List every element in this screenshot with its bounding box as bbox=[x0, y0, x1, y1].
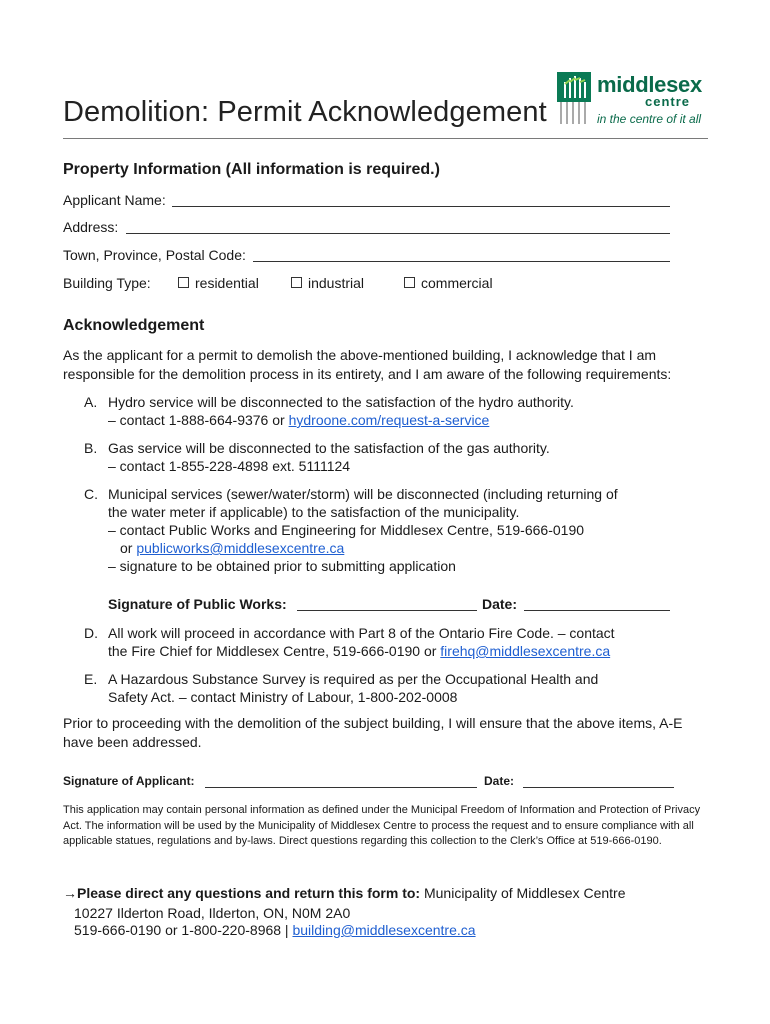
requirement-d-label: D. bbox=[84, 625, 98, 641]
logo-sub: centre bbox=[645, 94, 691, 109]
requirement-c-text-1: Municipal services (sewer/water/storm) will be disconnected (including returning of bbox=[108, 486, 618, 502]
option-industrial[interactable] bbox=[291, 275, 364, 291]
prior-statement-line-2: have been addressed. bbox=[63, 734, 202, 750]
option-commercial-label: commercial bbox=[421, 275, 493, 291]
ack-intro-line-2: responsible for the demolition process in its entirety, and I am aware of the following requirements: bbox=[63, 366, 672, 382]
requirement-b-contact: – contact 1-855-228-4898 ext. 5111124 bbox=[108, 458, 351, 474]
applicant-signature-label: Signature of Applicant: bbox=[63, 774, 195, 788]
logo-tagline: in the centre of it all bbox=[597, 112, 702, 126]
option-residential-label: residential bbox=[195, 275, 259, 291]
return-address: 10227 Ilderton Road, Ilderton, ON, N0M 2A0 bbox=[74, 905, 351, 921]
requirement-a-text: Hydro service will be disconnected to the satisfaction of the hydro authority. bbox=[108, 394, 574, 410]
property-heading: Property Information (All information is required.) bbox=[63, 161, 440, 178]
page-title: Demolition: Permit Acknowledgement bbox=[63, 96, 547, 128]
requirement-b-label: B. bbox=[84, 440, 98, 456]
address-label: Address: bbox=[63, 219, 119, 235]
requirement-c-label: C. bbox=[84, 486, 98, 502]
applicant-name-label: Applicant Name: bbox=[63, 192, 166, 208]
public-works-signature-field[interactable] bbox=[297, 610, 477, 611]
public-works-date-label: Date: bbox=[482, 596, 518, 612]
building-type-label: Building Type: bbox=[63, 275, 151, 291]
requirement-d-text: All work will proceed in accordance with Part 8 of the Ontario Fire Code. – contact bbox=[108, 625, 615, 641]
requirement-e-contact: Safety Act. – contact Ministry of Labour, 1-800-202-0008 bbox=[108, 689, 458, 705]
requirement-c-text-2: the water meter if applicable) to the satisfaction of the municipality. bbox=[108, 504, 520, 520]
option-commercial[interactable] bbox=[404, 275, 493, 291]
hydro-one-link[interactable]: hydroone.com/request-a-service bbox=[288, 412, 490, 428]
requirement-e-label: E. bbox=[84, 671, 98, 687]
requirement-c-or: or bbox=[120, 540, 137, 556]
return-instructions-lead: Please direct any questions and return this form to: bbox=[77, 885, 421, 901]
prior-statement bbox=[63, 714, 703, 752]
requirement-a-label: A. bbox=[84, 394, 98, 410]
requirement-b-text: Gas service will be disconnected to the satisfaction of the gas authority. bbox=[108, 440, 550, 456]
return-org: Municipality of Middlesex Centre bbox=[420, 885, 626, 901]
logo-name: middlesex bbox=[597, 72, 702, 97]
fire-hq-email-link[interactable]: firehq@middlesexcentre.ca bbox=[440, 643, 611, 659]
applicant-signature-field[interactable] bbox=[205, 787, 477, 788]
return-phones: 519-666-0190 or 1-800-220-8968 | bbox=[74, 922, 293, 938]
checkbox-industrial[interactable] bbox=[291, 277, 302, 288]
town-field[interactable] bbox=[253, 261, 670, 262]
option-industrial-label: industrial bbox=[308, 275, 365, 291]
privacy-notice: This application may contain personal information as defined under the Municipal Freedom of Information and Protection of Privacy Act. The information will be used by the Municipality of Middlesex Centre to process the request and to ensure compliance with all applicable statues, regulations and by-laws. Direct questions regarding this collection to the Clerk’s Office at 519-666-0190. bbox=[63, 804, 701, 847]
town-label: Town, Province, Postal Code: bbox=[63, 247, 246, 263]
applicant-name-field[interactable] bbox=[172, 206, 670, 207]
requirement-e-text: A Hazardous Substance Survey is required as per the Occupational Health and bbox=[108, 671, 599, 687]
leaf-emblem-icon bbox=[555, 70, 595, 126]
prior-statement-line-1: Prior to proceeding with the demolition of the subject building, I will ensure that the above items, A-E bbox=[63, 715, 683, 731]
requirement-d-contact: the Fire Chief for Middlesex Centre, 519-666-0190 or bbox=[108, 643, 441, 659]
ack-intro-line-1: As the applicant for a permit to demolish the above-mentioned building, I acknowledge that I am bbox=[63, 347, 657, 363]
requirement-c-note: – signature to be obtained prior to submitting application bbox=[108, 558, 456, 574]
public-works-signature-label: Signature of Public Works: bbox=[108, 596, 287, 612]
applicant-date-field[interactable] bbox=[523, 787, 674, 788]
arrow-icon: → bbox=[63, 885, 77, 901]
requirement-a-contact: – contact 1-888-664-9376 or bbox=[108, 412, 289, 428]
public-works-date-field[interactable] bbox=[524, 610, 670, 611]
building-email-link[interactable]: building@middlesexcentre.ca bbox=[292, 922, 476, 938]
address-field[interactable] bbox=[126, 233, 670, 234]
checkbox-residential[interactable] bbox=[178, 277, 189, 288]
requirement-c-contact: – contact Public Works and Engineering for Middlesex Centre, 519-666-0190 bbox=[108, 522, 585, 538]
option-residential[interactable] bbox=[178, 275, 259, 291]
middlesex-centre-logo bbox=[553, 70, 713, 132]
applicant-date-label: Date: bbox=[484, 774, 515, 788]
ack-intro bbox=[63, 346, 683, 384]
title-divider bbox=[63, 138, 708, 139]
public-works-email-link[interactable]: publicworks@middlesexcentre.ca bbox=[136, 540, 345, 556]
return-instructions bbox=[63, 885, 626, 901]
checkbox-commercial[interactable] bbox=[404, 277, 415, 288]
return-contact bbox=[74, 922, 476, 938]
ack-heading: Acknowledgement bbox=[63, 317, 205, 334]
